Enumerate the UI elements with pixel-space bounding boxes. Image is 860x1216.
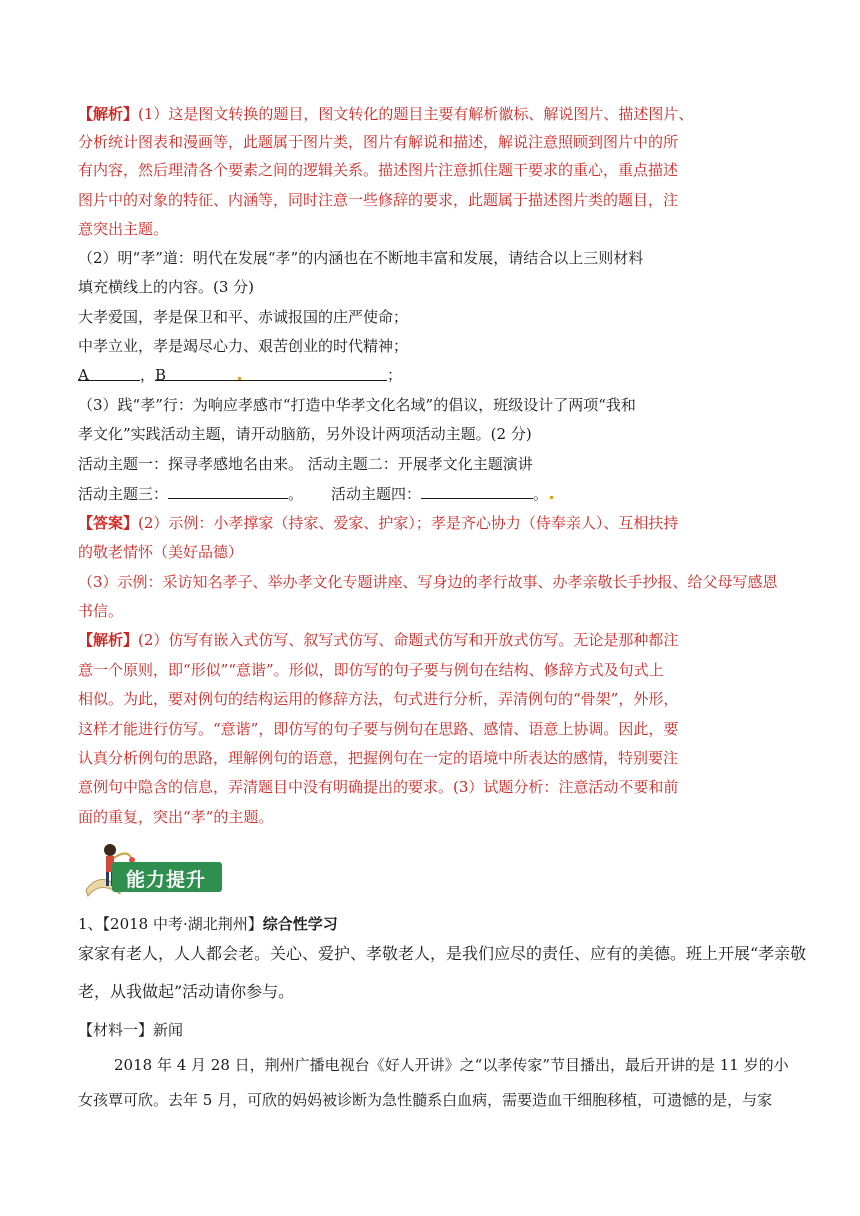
analysis2-line-5: 认真分析例句的思路，理解例句的语意，把握例句在一定的语境中所表达的感情，特别要注 bbox=[78, 749, 679, 767]
q2-line-3: 大孝爱国，孝是保卫和平、赤诚报国的庄严使命； bbox=[78, 308, 409, 326]
dot-mark bbox=[550, 496, 553, 499]
answer-line-3: （3）示例：采访知名孝子、举办孝文化专题讲座、写身边的孝行故事、办孝亲敬长手抄报、给父母写感恩 bbox=[78, 573, 778, 591]
analysis2-line-3: 相似。为此，要对例句的结构运用的修辞方法，句式进行分析，弄清例句的“骨架”，外形， bbox=[78, 690, 679, 708]
analysis2-line-2: 意一个原则，即“形似”“意谐”。形似，即仿写的句子要与例句在结构、修辞方式及句式上 bbox=[78, 661, 664, 679]
analysis1-tag: 【解析】 bbox=[78, 105, 139, 123]
analysis1-line-3: 有内容，然后理清各个要素之间的逻辑关系。描述图片注意抓住题干要求的重心，重点描述 bbox=[78, 161, 679, 179]
analysis1-line-1: 【解析】(1）这是图文转换的题目，图文转化的题目主要有解析徽标、解说图片、描述图片、 bbox=[78, 105, 694, 123]
blank-a[interactable]: A bbox=[78, 365, 140, 381]
answer-line-1: 【答案】(2）示例：小孝撑家（持家、爱家、护家）；孝是齐心协力（侍奉亲人）、互相扶持 bbox=[78, 514, 679, 532]
q2-line-4: 中孝立业，孝是竭尽心力、艰苦创业的时代精神； bbox=[78, 337, 409, 355]
answer-tag: 【答案】 bbox=[78, 514, 139, 532]
q3-themes-line: 活动主题三： 。 活动主题四： 。 bbox=[78, 483, 555, 504]
q3-line-1: （3）践“孝”行：为响应孝感市“打造中华孝文化名域”的倡议，班级设计了两项“我和 bbox=[78, 396, 636, 414]
q2-line-1: （2）明“孝”道：明代在发展“孝”的内涵也在不断地丰富和发展，请结合以上三则材料 bbox=[78, 249, 644, 267]
problem1-header: 1、【2018 中考·湖北荆州】综合性学习 bbox=[78, 915, 338, 933]
blank-theme3[interactable] bbox=[168, 483, 288, 499]
dot-mark bbox=[238, 377, 241, 380]
answer-line-2: 的敬老情怀（美好品德） bbox=[78, 543, 244, 561]
q2-blank-line: A ，B ； bbox=[78, 366, 403, 384]
q3-line-2: 孝文化”实践活动主题，请开动脑筋，另外设计两项活动主题。(2 分) bbox=[78, 425, 532, 443]
analysis2-line-4: 这样才能进行仿写。“意谐”，即仿写的句子要与例句在思路、感情、语意上协调。因此，要 bbox=[78, 720, 679, 738]
problem1-line-1: 家家有老人，人人都会老。关心、爱护、孝敬老人，是我们应尽的责任、应有的美德。班上开展“孝亲敬 bbox=[78, 944, 807, 963]
q2-line-2: 填充横线上的内容。(3 分) bbox=[78, 278, 255, 296]
blank-b[interactable]: B bbox=[155, 365, 387, 381]
material-label: 【材料一】新闻 bbox=[78, 1021, 184, 1039]
q3-line-3: 活动主题一：探寻孝感地名由来。 活动主题二：开展孝文化主题演讲 bbox=[78, 455, 533, 473]
answer-line-4: 书信。 bbox=[78, 602, 124, 620]
problem1-line-2: 老，从我做起”活动请你参与。 bbox=[78, 982, 295, 1001]
analysis2-line-7: 面的重复，突出“孝“的主题。 bbox=[78, 808, 274, 826]
section-banner bbox=[80, 840, 230, 900]
analysis1-line-2: 分析统计图表和漫画等，此题属于图片类，图片有解说和描述，解说注意照顾到图片中的所 bbox=[78, 133, 679, 151]
analysis1-line-5: 意突出主题。 bbox=[78, 220, 169, 238]
analysis1-line-4: 图片中的对象的特征、内涵等，同时注意一些修辞的要求，此题属于描述图片类的题目，注 bbox=[78, 191, 679, 209]
analysis2-line-6: 意例句中隐含的信息，弄清题目中没有明确提出的要求。(3）试题分析：注意活动不要和前 bbox=[78, 778, 679, 796]
analysis2-tag: 【解析】 bbox=[78, 631, 139, 649]
section-title: 能力提升 bbox=[126, 869, 207, 891]
blank-theme4[interactable] bbox=[421, 483, 533, 499]
news-line-1: 2018 年 4 月 28 日，荆州广播电视台《好人开讲》之“以孝传家”节目播出，最后开讲的是 11 岁的小 bbox=[114, 1056, 789, 1074]
analysis2-line-1: 【解析】(2）仿写有嵌入式仿写、叙写式仿写、命题式仿写和开放式仿写。无论是那种都注 bbox=[78, 631, 679, 649]
news-line-2: 女孩覃可欣。去年 5 月，可欣的妈妈被诊断为急性髓系白血病，需要造血干细胞移植，可遗憾的是，与家 bbox=[78, 1091, 773, 1109]
